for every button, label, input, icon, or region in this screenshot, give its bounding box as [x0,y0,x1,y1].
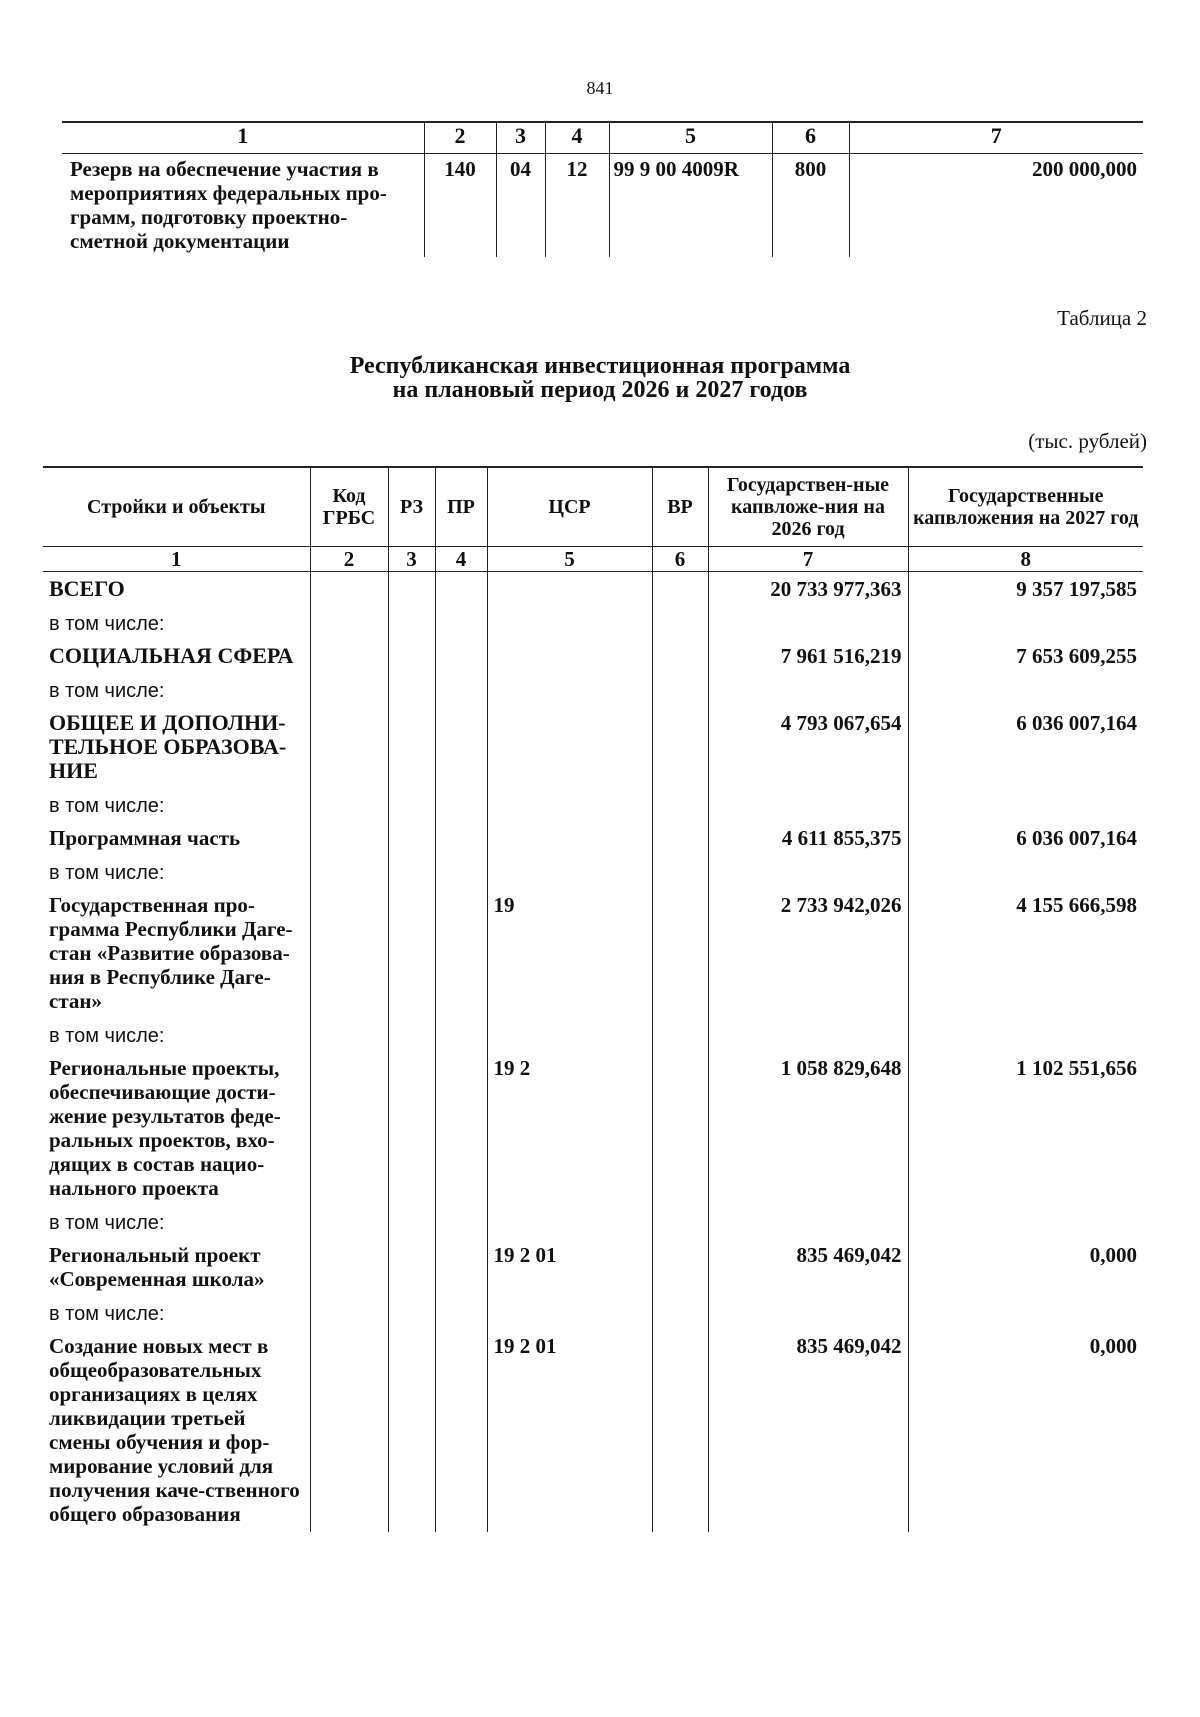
row-name: ВСЕГО [43,572,310,612]
table-label: Таблица 2 [1057,306,1147,330]
pr-code: 12 [545,154,609,258]
page-number: 841 [586,78,614,98]
value-2026: 1 058 829,648 [708,1051,908,1210]
header-csr: ЦСР [487,467,652,547]
in-that-number-label: в том числе: [43,611,310,639]
in-that-number-label: в том числе: [43,1210,310,1238]
column-number: 8 [908,547,1143,572]
column-number: 1 [43,547,310,572]
column-number: 6 [652,547,708,572]
header-row [43,467,1143,547]
value-2026: 7 961 516,219 [708,639,908,678]
amount-value: 200 000,000 [849,154,1143,258]
subtotal-caption-row [43,678,1143,706]
table-row [43,888,1143,1023]
csr-code: 19 2 01 [487,1329,652,1532]
subtotal-caption-row [43,860,1143,888]
header-2026: Государствен-ные капвложе-ния на 2026 год [708,467,908,547]
vr-code: 800 [772,154,849,258]
table-row [43,821,1143,860]
row-name: Создание новых мест в общеобразовательных организациях в целях ликвидации третьей смены обучения и фор-мирование условий для получения каче-ственного общего образования [43,1329,310,1532]
column-number: 5 [487,547,652,572]
value-2026: 835 469,042 [708,1238,908,1301]
row-name: Региональные проекты, обеспечивающие дости-жение результатов феде-ральных проектов, вхо-дящих в состав нацио-нального проекта [43,1051,310,1210]
in-that-number-label: в том числе: [43,1023,310,1051]
table-row [43,706,1143,793]
subtotal-caption-row [43,1023,1143,1051]
column-number: 7 [708,547,908,572]
header-pr: ПР [435,467,487,547]
value-2027: 6 036 007,164 [908,821,1143,860]
csr-code: 99 9 00 4009R [609,154,772,258]
csr-code: 19 2 01 [487,1238,652,1301]
table-row [62,154,1143,258]
value-2027: 0,000 [908,1329,1143,1532]
column-number: 3 [388,547,435,572]
column-number: 2 [424,122,496,154]
in-that-number-label: в том числе: [43,1301,310,1329]
subtotal-caption-row [43,793,1143,821]
title-line-1: Республиканская инвестиционная программа [349,353,851,379]
header-vr: ВР [652,467,708,547]
column-number: 1 [62,122,424,154]
value-2027: 9 357 197,585 [908,572,1143,612]
value-2026: 20 733 977,363 [708,572,908,612]
grbs-code: 140 [424,154,496,258]
row-name: Программная часть [43,821,310,860]
table-row [43,1238,1143,1301]
column-number: 4 [435,547,487,572]
in-that-number-label: в том числе: [43,793,310,821]
value-2027: 7 653 609,255 [908,639,1143,678]
header-2027: Государственные капвложения на 2027 год [908,467,1143,547]
csr-code: 19 [487,888,652,1023]
rz-code: 04 [496,154,545,258]
column-number: 3 [496,122,545,154]
value-2026: 4 611 855,375 [708,821,908,860]
row-name: Региональный проект «Современная школа» [43,1238,310,1301]
value-2026: 4 793 067,654 [708,706,908,793]
value-2026: 835 469,042 [708,1329,908,1532]
table-row [43,572,1143,612]
subtotal-caption-row [43,1301,1143,1329]
title-line-2: на плановый период 2026 и 2027 годов [392,377,808,403]
column-number: 6 [772,122,849,154]
table-row [43,1051,1143,1210]
header-rz: РЗ [388,467,435,547]
in-that-number-label: в том числе: [43,678,310,706]
column-number: 5 [609,122,772,154]
value-2026: 2 733 942,026 [708,888,908,1023]
header-objects: Стройки и объекты [43,467,310,547]
value-2027: 4 155 666,598 [908,888,1143,1023]
reserve-name: Резерв на обеспечение участия в мероприятиях федеральных про-грамм, подготовку проектно-сметной документации [62,154,424,258]
header-grbs: Код ГРБС [310,467,388,547]
csr-code: 19 2 [487,1051,652,1210]
continuation-header-row [62,122,1143,154]
row-name: Государственная про-грамма Республики Даге-стан «Развитие образова-ния в Республике Даге-стан» [43,888,310,1023]
units-label: (тыс. рублей) [1028,429,1147,453]
column-number: 2 [310,547,388,572]
subtotal-caption-row [43,1210,1143,1238]
table-row [43,1329,1143,1532]
value-2027: 6 036 007,164 [908,706,1143,793]
table-row [43,639,1143,678]
row-name: СОЦИАЛЬНАЯ СФЕРА [43,639,310,678]
column-number: 7 [849,122,1143,154]
table-title [0,354,1200,402]
column-numbers-row [43,547,1143,572]
investment-program-table [43,466,1143,1532]
column-number: 4 [545,122,609,154]
value-2027: 0,000 [908,1238,1143,1301]
in-that-number-label: в том числе: [43,860,310,888]
continuation-table [62,121,1143,257]
value-2027: 1 102 551,656 [908,1051,1143,1210]
row-name: ОБЩЕЕ И ДОПОЛНИ-ТЕЛЬНОЕ ОБРАЗОВА-НИЕ [43,706,310,793]
subtotal-caption-row [43,611,1143,639]
